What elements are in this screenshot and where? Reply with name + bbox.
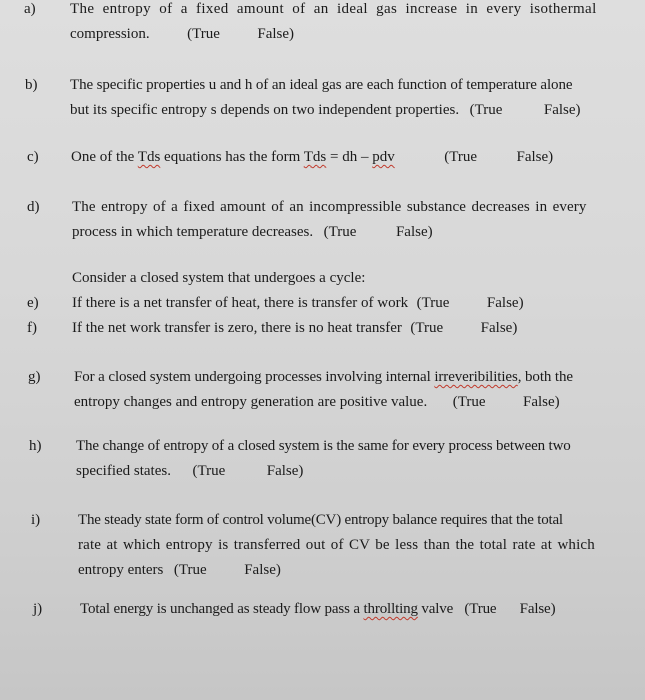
irreversibilities-term: irreveribilities — [434, 369, 518, 385]
question-text: valve — [417, 601, 454, 617]
question-text: , both the — [517, 369, 573, 385]
true-option[interactable]: (True — [464, 601, 497, 617]
false-option[interactable]: False) — [395, 224, 433, 240]
question-text-line: process in which temperature decreases. — [72, 224, 314, 240]
question-text-line: entropy enters — [78, 562, 164, 578]
question-text: If there is a net transfer of heat, there is transfer of work — [72, 295, 409, 311]
false-option[interactable]: False) — [543, 102, 581, 118]
false-option[interactable]: False) — [519, 601, 556, 617]
false-option[interactable]: False) — [266, 463, 304, 479]
question-label: h) — [29, 438, 42, 454]
true-option[interactable]: (True — [452, 394, 486, 410]
question-text-line: The entropy of a fixed amount of an ideal gas increase in every isothermal — [70, 1, 597, 17]
question-text-line: compression. — [70, 26, 150, 42]
question-text-line: The steady state form of control volume(CV) entropy balance requires that the total — [78, 512, 563, 528]
question-text-line: The specific properties u and h of an ideal gas are each function of temperature alone — [70, 77, 573, 93]
question-text: Total energy is unchanged as steady flow pass a — [80, 601, 364, 617]
question-text-line: entropy changes and entropy generation are positive value. — [74, 394, 428, 410]
question-text: One of the — [71, 149, 138, 165]
false-option[interactable]: False) — [257, 26, 295, 42]
question-label: b) — [25, 77, 38, 93]
pdv-term: pdv — [372, 149, 395, 165]
tds-term: Tds — [303, 149, 327, 165]
question-label: a) — [24, 1, 36, 17]
question-label: j) — [33, 601, 43, 617]
true-option[interactable]: (True — [323, 224, 357, 240]
true-option[interactable]: (True — [416, 295, 450, 311]
throttling-term: throllting — [363, 601, 418, 617]
question-label: e) — [27, 295, 39, 311]
question-label: f) — [27, 320, 37, 336]
question-text: For a closed system undergoing processes involving internal — [74, 369, 435, 385]
false-option[interactable]: False) — [244, 562, 281, 578]
question-label: i) — [31, 512, 41, 528]
true-option[interactable]: (True — [173, 562, 207, 578]
question-text-line: rate at which entropy is transferred out of CV be less than the total rate at which — [78, 537, 595, 553]
question-label: g) — [28, 369, 41, 385]
true-option[interactable]: (True — [192, 463, 226, 479]
question-text: equations has the form — [160, 149, 304, 165]
true-option[interactable]: (True — [187, 26, 220, 42]
question-text: If the net work transfer is zero, there is no heat transfer — [72, 320, 402, 336]
false-option[interactable]: False) — [486, 295, 524, 311]
intro-text: Consider a closed system that undergoes a cycle: — [72, 270, 366, 286]
true-option[interactable]: (True — [444, 149, 478, 165]
false-option[interactable]: False) — [480, 320, 518, 336]
question-text-line: The change of entropy of a closed system is the same for every process between two — [76, 438, 571, 454]
question-label: c) — [27, 149, 39, 165]
false-option[interactable]: False) — [523, 394, 560, 410]
question-text-line: specified states. — [76, 463, 171, 479]
true-option[interactable]: (True — [410, 320, 444, 336]
question-label: d) — [27, 199, 40, 215]
false-option[interactable]: False) — [516, 149, 554, 165]
question-text-line: The entropy of a fixed amount of an incompressible substance decreases in every — [72, 199, 587, 215]
question-text-line: but its specific entropy s depends on two independent properties. — [70, 102, 460, 118]
true-option[interactable]: (True — [469, 102, 503, 118]
question-text: = dh – — [326, 149, 373, 165]
tds-term: Tds — [137, 149, 161, 165]
